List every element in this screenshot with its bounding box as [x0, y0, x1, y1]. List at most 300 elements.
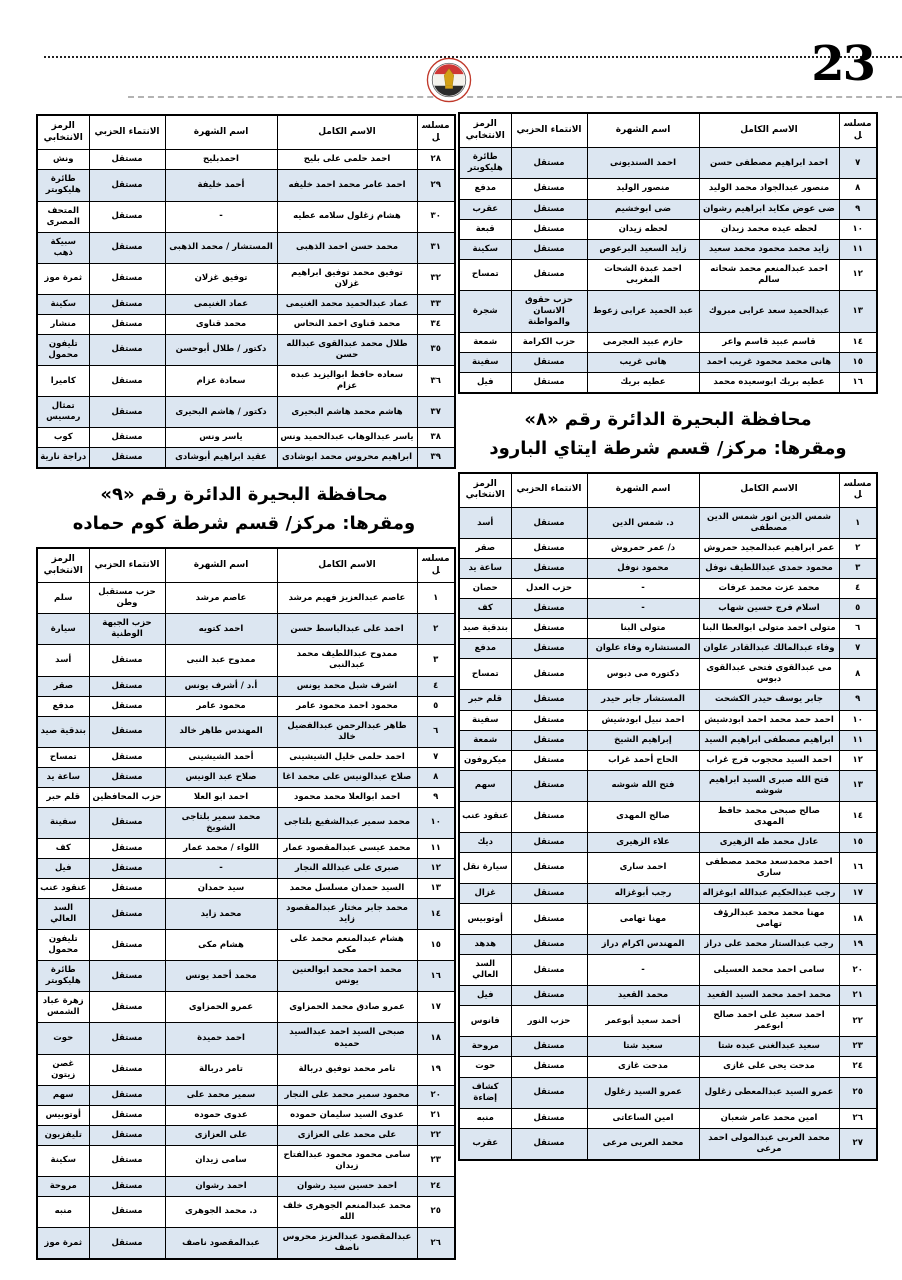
table-row [459, 852, 877, 883]
cell-symbol: كف [459, 599, 511, 619]
cell-party: مستقل [89, 747, 165, 767]
cell-serial: ١٩ [839, 935, 877, 955]
cell-alias: دكتوره مى دبوس [587, 659, 699, 690]
col-header-alias: اسم الشهرة [587, 113, 699, 148]
table-row [459, 1128, 877, 1160]
cell-full-name: احمد عامر محمد احمد خليفه [277, 170, 417, 201]
cell-alias: احمد رشوان [165, 1176, 277, 1196]
table-row [37, 263, 455, 294]
cell-serial: ٩ [839, 199, 877, 219]
cell-alias: علاء الزهيرى [587, 832, 699, 852]
cell-symbol: حوت [459, 1057, 511, 1077]
table-row [37, 1228, 455, 1260]
cell-alias: دكتور / هاشم البحيرى [165, 397, 277, 428]
table-row [37, 645, 455, 676]
cell-symbol: ثمرة موز [37, 1228, 89, 1260]
cell-full-name: محمد العربى عبدالمولى احمد مرعى [699, 1128, 839, 1160]
cell-serial: ١٦ [839, 852, 877, 883]
cell-symbol: ونش [37, 150, 89, 170]
table-row [37, 1145, 455, 1176]
cell-symbol: تمساح [459, 659, 511, 690]
col-header-symbol: الرمز الانتخابي [459, 113, 511, 148]
table-row [37, 676, 455, 696]
cell-party: مستقل [89, 334, 165, 365]
cell-serial: ٣٨ [417, 428, 455, 448]
cell-serial: ٧ [417, 747, 455, 767]
cell-alias: د. شمس الدين [587, 508, 699, 539]
cell-alias: لحظه زيدان [587, 219, 699, 239]
col-header-symbol: الرمز الانتخابي [37, 548, 89, 583]
candidates-table-district8-continuation [36, 114, 456, 469]
cell-symbol: كوب [37, 428, 89, 448]
cell-serial: ٢٤ [839, 1057, 877, 1077]
cell-symbol: مروحة [459, 1037, 511, 1057]
cell-party: مستقل [89, 899, 165, 930]
cell-full-name: امين محمد عامر شعبان [699, 1108, 839, 1128]
header-row [37, 548, 455, 583]
cell-alias: أحمد خليفة [165, 170, 277, 201]
cell-serial: ٤ [417, 676, 455, 696]
cell-party: مستقل [89, 365, 165, 396]
cell-symbol: دراجة نارية [37, 448, 89, 469]
cell-serial: ٢٤ [417, 1176, 455, 1196]
cell-serial: ٨ [839, 179, 877, 199]
cell-alias: صلاح عبد الونيس [165, 767, 277, 787]
cell-party: حزب الكرامة [511, 332, 587, 352]
cell-symbol: بندقية صيد [37, 716, 89, 747]
cell-full-name: سامى احمد محمد العسيلى [699, 955, 839, 986]
cell-party: مستقل [511, 770, 587, 801]
cell-alias: أحمد سعيد أبوعمر [587, 1006, 699, 1037]
cell-alias: متولى البنا [587, 619, 699, 639]
cell-serial: ١٨ [417, 1023, 455, 1054]
cell-party: مستقل [511, 1037, 587, 1057]
table-row [459, 148, 877, 179]
cell-full-name: احمد حسين سيد رشوان [277, 1176, 417, 1196]
cell-full-name: فتح الله صبرى السيد ابراهيم شوشه [699, 770, 839, 801]
table-body [459, 508, 877, 1160]
cell-full-name: احمد سعيد على احمد صالح ابوعمر [699, 1006, 839, 1037]
cell-party: مستقل [89, 1125, 165, 1145]
cell-symbol: شجرة [459, 290, 511, 332]
table-row [459, 508, 877, 539]
cell-party: مستقل [511, 352, 587, 372]
col-header-full-name: الاسم الكامل [277, 115, 417, 150]
cell-symbol: عنقود عنب [37, 879, 89, 899]
cell-party: مستقل [511, 179, 587, 199]
cell-full-name: عمرو السيد عبدالمعطى زغلول [699, 1077, 839, 1108]
table-row [37, 583, 455, 614]
table-row [459, 259, 877, 290]
cell-party: مستقل [89, 992, 165, 1023]
cell-party: مستقل [511, 904, 587, 935]
cell-symbol: فانوس [459, 1006, 511, 1037]
cell-symbol: المتحف المصرى [37, 201, 89, 232]
table-row [459, 832, 877, 852]
col-header-serial: مسلسل [417, 115, 455, 150]
cell-alias: عقيد ابراهيم أبوشادى [165, 448, 277, 469]
table-body [37, 150, 455, 468]
header-row [459, 473, 877, 508]
cell-full-name: سعيد عبدالغنى عبده شتا [699, 1037, 839, 1057]
cell-serial: ٢٣ [417, 1145, 455, 1176]
cell-full-name: على محمد على العزازى [277, 1125, 417, 1145]
cell-alias: عبد الحميد عرابى زعوط [587, 290, 699, 332]
table-row [459, 639, 877, 659]
national-election-authority-logo-icon [426, 57, 472, 103]
cell-symbol: سكينة [459, 239, 511, 259]
col-header-serial: مسلسل [839, 473, 877, 508]
cell-symbol: منبه [459, 1108, 511, 1128]
cell-party: مستقل [89, 879, 165, 899]
table-row [459, 559, 877, 579]
table-header [459, 473, 877, 508]
cell-full-name: احمد ابراهيم مصطفى حسن [699, 148, 839, 179]
cell-alias: - [165, 201, 277, 232]
cell-alias: د. محمد الجوهرى [165, 1196, 277, 1227]
cell-party: مستقل [89, 201, 165, 232]
col-header-symbol: الرمز الانتخابي [459, 473, 511, 508]
table-row [459, 801, 877, 832]
cell-alias: محمد سمير بلتاجى الشويخ [165, 807, 277, 838]
table-row [459, 599, 877, 619]
table-row [37, 930, 455, 961]
cell-full-name: طاهر عبدالرحمن عبدالفضيل خالد [277, 716, 417, 747]
table-row [37, 365, 455, 396]
cell-full-name: شمس الدين انور شمس الدين مصطفى [699, 508, 839, 539]
table-row [459, 1037, 877, 1057]
table-row [459, 199, 877, 219]
table-row [37, 992, 455, 1023]
cell-serial: ٢٢ [417, 1125, 455, 1145]
cell-party: مستقل [511, 619, 587, 639]
table-row [459, 1108, 877, 1128]
cell-full-name: قاسم عبيد قاسم واعر [699, 332, 839, 352]
cell-symbol: شمعة [459, 730, 511, 750]
table-row [37, 838, 455, 858]
cell-party: مستقل [89, 1176, 165, 1196]
col-header-full-name: الاسم الكامل [699, 113, 839, 148]
cell-symbol: عنقود عنب [459, 801, 511, 832]
cell-alias: صالح المهدى [587, 801, 699, 832]
table-row [459, 579, 877, 599]
table-row [459, 690, 877, 710]
cell-serial: ١٦ [417, 961, 455, 992]
cell-full-name: رجب عبدالستار محمد على دراز [699, 935, 839, 955]
col-header-full-name: الاسم الكامل [699, 473, 839, 508]
cell-alias: محمد زايد [165, 899, 277, 930]
cell-full-name: محمود حمدى عبداللطيف نوفل [699, 559, 839, 579]
cell-party: مستقل [511, 259, 587, 290]
cell-full-name: اشرف شبل محمد يونس [277, 676, 417, 696]
cell-full-name: احمد حلمى خليل الشيشينى [277, 747, 417, 767]
cell-symbol: شمعة [459, 332, 511, 352]
cell-serial: ١٧ [417, 992, 455, 1023]
cell-symbol: تليفون محمول [37, 334, 89, 365]
cell-serial: ٢٠ [417, 1085, 455, 1105]
table-row [37, 696, 455, 716]
cell-party: مستقل [89, 1023, 165, 1054]
cell-serial: ١ [839, 508, 877, 539]
cell-serial: ٢٣ [839, 1037, 877, 1057]
cell-alias: احمد نبيل ابودشيش [587, 710, 699, 730]
cell-full-name: سامى محمود محمود عبدالفتاح زيدان [277, 1145, 417, 1176]
table-row [37, 294, 455, 314]
table-row [37, 1085, 455, 1105]
table-row [37, 428, 455, 448]
cell-party: مستقل [511, 852, 587, 883]
cell-party: مستقل [511, 219, 587, 239]
table-row [37, 397, 455, 428]
cell-alias: المستشار / محمد الذهبى [165, 232, 277, 263]
cell-party: مستقل [89, 838, 165, 858]
cell-full-name: احمد السيد محجوب فرج غراب [699, 750, 839, 770]
district9-title-line2: ومقرها: مركز/ قسم شرطة كوم حماده [72, 513, 416, 535]
cell-serial: ٥ [417, 696, 455, 716]
cell-symbol: السد العالي [459, 955, 511, 986]
table-header [37, 548, 455, 583]
cell-full-name: محمد قناوى احمد النحاس [277, 314, 417, 334]
cell-party: مستقل [511, 955, 587, 986]
district8-title [458, 406, 878, 464]
cell-symbol: ساعة يد [459, 559, 511, 579]
cell-serial: ٣ [417, 645, 455, 676]
cell-full-name: مهنا محمد محمد عبدالرؤف تهامى [699, 904, 839, 935]
cell-serial: ٢٠ [839, 955, 877, 986]
cell-serial: ٣٣ [417, 294, 455, 314]
cell-serial: ١٣ [839, 770, 877, 801]
cell-alias: أحمد الشيشينى [165, 747, 277, 767]
table-row [37, 747, 455, 767]
cell-serial: ٢١ [839, 986, 877, 1006]
table-row [37, 232, 455, 263]
cell-alias: عاصم مرشد [165, 583, 277, 614]
district9-title-line1: محافظة البحيرة الدائرة رقم «٩» [100, 484, 388, 506]
cell-full-name: هاشم محمد هاشم البحيرى [277, 397, 417, 428]
cell-party: مستقل [511, 1077, 587, 1108]
table-row [37, 614, 455, 645]
cell-full-name: عدوى السيد سليمان حموده [277, 1105, 417, 1125]
cell-party: مستقل [511, 710, 587, 730]
cell-symbol: فيل [459, 372, 511, 393]
cell-full-name: احمد ابوالعلا محمد محمود [277, 787, 417, 807]
cell-alias: احمد حميدة [165, 1023, 277, 1054]
cell-party: مستقل [511, 508, 587, 539]
cell-full-name: محمد احمد محمد السيد القعيد [699, 986, 839, 1006]
cell-full-name: السيد حمدان مسلسل محمد [277, 879, 417, 899]
cell-party: مستقل [89, 767, 165, 787]
table-row [37, 787, 455, 807]
table-row [37, 1196, 455, 1227]
cell-full-name: محمد عيسى عبدالمقصود عمار [277, 838, 417, 858]
cell-symbol: تمثال رمسيس [37, 397, 89, 428]
cell-full-name: احمد على عبدالباسط حسن [277, 614, 417, 645]
cell-party: مستقل [511, 148, 587, 179]
cell-alias: سامى زيدان [165, 1145, 277, 1176]
cell-alias: - [587, 599, 699, 619]
col-header-party: الانتماء الحزبي [89, 115, 165, 150]
table-header [459, 113, 877, 148]
cell-symbol: أوتوبيس [37, 1105, 89, 1125]
cell-alias: رجب أبوغزاله [587, 883, 699, 903]
cell-full-name: صلاح عبدالونيس على محمد اغا [277, 767, 417, 787]
cell-alias: عماد الغنيمى [165, 294, 277, 314]
cell-full-name: منصور عبدالجواد محمد الوليد [699, 179, 839, 199]
table-row [37, 807, 455, 838]
cell-alias: - [587, 579, 699, 599]
cell-party: مستقل [89, 858, 165, 878]
cell-alias: المهندس طاهر خالد [165, 716, 277, 747]
cell-symbol: تمساح [459, 259, 511, 290]
header-row [37, 115, 455, 150]
cell-symbol: سيارة [37, 614, 89, 645]
cell-party: مستقل [89, 397, 165, 428]
cell-serial: ٣٥ [417, 334, 455, 365]
cell-full-name: لحظه عيده محمد زيدان [699, 219, 839, 239]
cell-serial: ١٢ [839, 750, 877, 770]
cell-symbol: طائرة هليكوبتر [37, 170, 89, 201]
cell-party: مستقل [89, 696, 165, 716]
cell-symbol: صقر [37, 676, 89, 696]
cell-serial: ١ [417, 583, 455, 614]
cell-symbol: كشاف إضاءة [459, 1077, 511, 1108]
table-row [37, 150, 455, 170]
cell-symbol: تليفون محمول [37, 930, 89, 961]
cell-serial: ١٠ [417, 807, 455, 838]
cell-serial: ١٣ [417, 879, 455, 899]
table-row [459, 219, 877, 239]
district9-title [36, 481, 452, 539]
cell-full-name: محمود سمير محمد على النجار [277, 1085, 417, 1105]
cell-symbol: غزال [459, 883, 511, 903]
cell-full-name: محمد عزت محمد عرفات [699, 579, 839, 599]
col-header-alias: اسم الشهرة [165, 548, 277, 583]
cell-alias: على العزازى [165, 1125, 277, 1145]
col-header-full-name: الاسم الكامل [277, 548, 417, 583]
cell-serial: ٣ [839, 559, 877, 579]
cell-alias: زايد السعيد البرعوص [587, 239, 699, 259]
cell-symbol: سهم [459, 770, 511, 801]
cell-serial: ٩ [839, 690, 877, 710]
cell-party: حزب حقوق الانسان والمواطنة [511, 290, 587, 332]
cell-serial: ١٢ [839, 259, 877, 290]
cell-party: مستقل [511, 832, 587, 852]
cell-alias: ضى ابوخشيم [587, 199, 699, 219]
cell-symbol: كف [37, 838, 89, 858]
cell-alias: مدحت غازى [587, 1057, 699, 1077]
cell-alias: محمد أحمد يونس [165, 961, 277, 992]
cell-alias: عبدالمقصود ناصف [165, 1228, 277, 1260]
cell-symbol: منشار [37, 314, 89, 334]
cell-symbol: قلم حبر [37, 787, 89, 807]
cell-party: مستقل [89, 1105, 165, 1125]
cell-serial: ٣٩ [417, 448, 455, 469]
cell-serial: ٣٠ [417, 201, 455, 232]
table-row [37, 334, 455, 365]
cell-symbol: فيل [37, 858, 89, 878]
cell-serial: ١٥ [417, 930, 455, 961]
cell-party: مستقل [89, 314, 165, 334]
cell-symbol: حوت [37, 1023, 89, 1054]
cell-alias: فتح الله شوشه [587, 770, 699, 801]
cell-party: مستقل [511, 750, 587, 770]
cell-alias: احمد عبدة الشحات المغربى [587, 259, 699, 290]
table-row [459, 710, 877, 730]
cell-full-name: هشام زغلول سلامه عطيه [277, 201, 417, 232]
col-header-serial: مسلسل [839, 113, 877, 148]
table-body [37, 583, 455, 1259]
table-row [459, 1006, 877, 1037]
cell-serial: ١٣ [839, 290, 877, 332]
cell-party: مستقل [511, 801, 587, 832]
cell-full-name: ممدوح عبداللطيف محمد عبدالنبى [277, 645, 417, 676]
cell-serial: ١٤ [839, 801, 877, 832]
cell-full-name: صبحى السيد احمد عبدالسيد حميده [277, 1023, 417, 1054]
table-row [37, 1105, 455, 1125]
col-header-alias: اسم الشهرة [165, 115, 277, 150]
cell-serial: ١٨ [839, 904, 877, 935]
table-row [37, 1054, 455, 1085]
district8-title-line2: ومقرها: مركز/ قسم شرطة ايتاي البارود [489, 437, 847, 459]
cell-full-name: اسلام فرج حسين شهاب [699, 599, 839, 619]
table-row [37, 961, 455, 992]
cell-alias: ياسر ونس [165, 428, 277, 448]
cell-full-name: محمد احمد محمد ابوالعنين يونس [277, 961, 417, 992]
table-row [459, 955, 877, 986]
cell-serial: ١٩ [417, 1054, 455, 1085]
cell-serial: ١٢ [417, 858, 455, 878]
col-header-party: الانتماء الحزبي [89, 548, 165, 583]
cell-serial: ٤ [839, 579, 877, 599]
cell-full-name: احمد محمدسعد محمد مصطفى سارى [699, 852, 839, 883]
cell-full-name: مى عبدالقوى فتحى عبدالقوى دبوس [699, 659, 839, 690]
cell-party: حزب الجبهة الوطنية [89, 614, 165, 645]
cell-symbol: أسد [37, 645, 89, 676]
cell-full-name: محمود احمد محمود عامر [277, 696, 417, 716]
cell-full-name: صبرى على عبدالله النجار [277, 858, 417, 878]
cell-serial: ٣٧ [417, 397, 455, 428]
table-row [459, 1057, 877, 1077]
cell-party: مستقل [89, 807, 165, 838]
cell-full-name: طلال محمد عبدالقوى عبدالله حسن [277, 334, 417, 365]
cell-symbol: سفينة [459, 352, 511, 372]
cell-symbol: ميكروفون [459, 750, 511, 770]
col-header-party: الانتماء الحزبي [511, 113, 587, 148]
cell-party: حزب المحافظين [89, 787, 165, 807]
cell-symbol: كاميرا [37, 365, 89, 396]
cell-party: مستقل [89, 716, 165, 747]
cell-alias: توفيق غزلان [165, 263, 277, 294]
cell-full-name: محمد سمير عبدالشفيع بلتاجى [277, 807, 417, 838]
table-row [459, 935, 877, 955]
cell-serial: ٧ [839, 639, 877, 659]
cell-alias: محمود عامر [165, 696, 277, 716]
cell-full-name: مدحت يحى على غازى [699, 1057, 839, 1077]
cell-symbol: ساعة يد [37, 767, 89, 787]
cell-serial: ٢٥ [839, 1077, 877, 1108]
cell-symbol: قبعة [459, 219, 511, 239]
cell-full-name: احمد حلمى على بليح [277, 150, 417, 170]
cell-serial: ٢٨ [417, 150, 455, 170]
cell-alias: ممدوح عبد النبى [165, 645, 277, 676]
cell-full-name: عادل محمد طه الزهيرى [699, 832, 839, 852]
cell-party: مستقل [89, 676, 165, 696]
cell-full-name: ياسر عبدالوهاب عبدالحميد ونس [277, 428, 417, 448]
cell-full-name: رجب عبدالحكيم عبدالله ابوغزاله [699, 883, 839, 903]
cell-party: مستقل [89, 263, 165, 294]
cell-party: مستقل [511, 730, 587, 750]
table-row [37, 879, 455, 899]
